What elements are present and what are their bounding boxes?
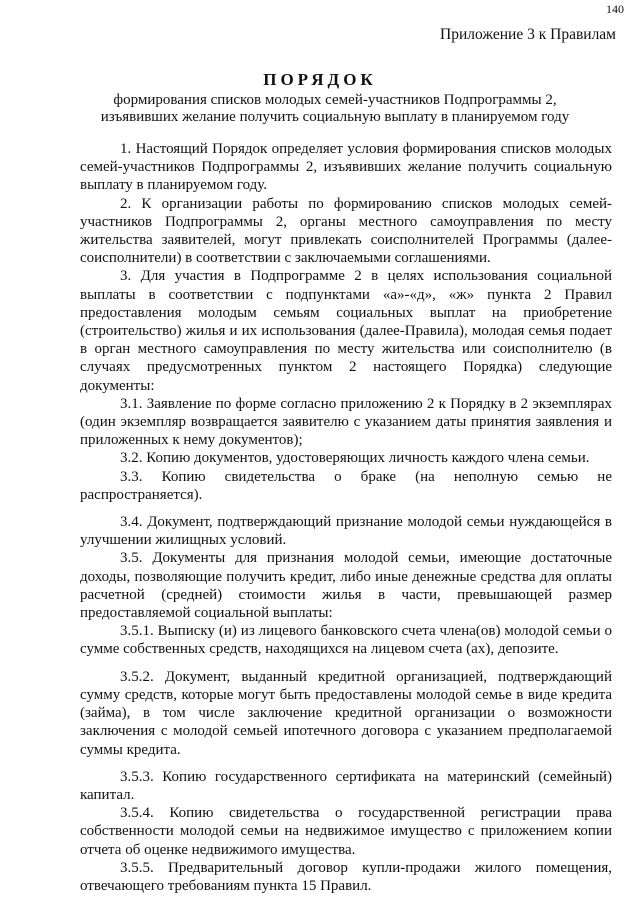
paragraph-3-2: 3.2. Копию документов, удостоверяющих личность каждого члена семьи. (120, 450, 590, 467)
paragraph-3: 3. Для участия в Подпрограмме 2 в целях использования социальной выплаты в соответствии с подпунктами «а»-«д», «ж» пункта 2 Правил предоставления молодым семьям социальных выплат на приобретение (строительство) жилья и их использования (далее-Правила), молодая семья подает в орган местного самоуправления по месту жительства или соисполнителю (в случаях предусмотренных пунктом 2 настоящего Порядка) следующие документы: (80, 268, 612, 394)
paragraph-3-5-2: 3.5.2. Документ, выданный кредитной организацией, подтверждающий сумму средств, которые могут быть предоставлены молодой семье в виде кредита (займа), в том числе заключение кредитной организации о возможности заключения с молодой семьей ипотечного договора с указанием предполагаемой суммы кредита. (80, 668, 612, 758)
page-number: 140 (606, 2, 624, 16)
paragraph-2: 2. К организации работы по формированию списков молодых семей-участников Подпрограммы 2, органы местного самоуправления по месту жительства заявителей, могут привлекать соисполнителей Программы (далее-соисполнители) в соответствии с заключаемыми соглашениями. (80, 195, 612, 267)
paragraph-3-5-3: 3.5.3. Копию государственного сертификата на материнский (семейный) капитал. (80, 768, 612, 803)
document-body (80, 140, 612, 895)
paragraph-3-5-5: 3.5.5. Предварительный договор купли-продажи жилого помещения, отвечающего требованиям пункта 15 Правил. (80, 859, 612, 894)
paragraph-3-5-4: 3.5.4. Копию свидетельства о государственной регистрации права собственности молодой семьи на недвижимое имущество с приложением копии отчета об оценке недвижимого имущества. (80, 805, 612, 858)
appendix-label: Приложение 3 к Правилам (440, 26, 616, 43)
document-subtitle: формирования списков молодых семей-участников Подпрограммы 2, изъявивших желание получить социальную выплату в планируемом году (100, 92, 570, 125)
paragraph-1: 1. Настоящий Порядок определяет условия формирования списков молодых семей-участников Подпрограммы 2, изъявивших желание получить социальную выплату в планируемом году. (80, 141, 612, 194)
paragraph-3-1: 3.1. Заявление по форме согласно приложению 2 к Порядку в 2 экземплярах (один экземпляр возвращается заявителю с указанием даты принятия заявления и приложенных к нему документов); (80, 395, 612, 449)
document-title: ПОРЯДОК (263, 70, 377, 89)
paragraph-3-5-1: 3.5.1. Выписку (и) из лицевого банковского счета члена(ов) молодой семьи о сумме собственных средств, находящихся на лицевом счета (ах), депозите. (80, 623, 612, 658)
paragraph-3-4: 3.4. Документ, подтверждающий признание молодой семьи нуждающейся в улучшении жилищных условий. (80, 514, 612, 549)
paragraph-3-3: 3.3. Копию свидетельства о браке (на неполную семью не распространяется). (80, 468, 612, 503)
paragraph-3-5: 3.5. Документы для признания молодой семьи, имеющие достаточные доходы, позволяющие получить кредит, либо иные денежные средства для оплаты расчетной (средней) стоимости жилья в части, превышающей размер предоставляемой социальной выплаты: (80, 550, 612, 622)
